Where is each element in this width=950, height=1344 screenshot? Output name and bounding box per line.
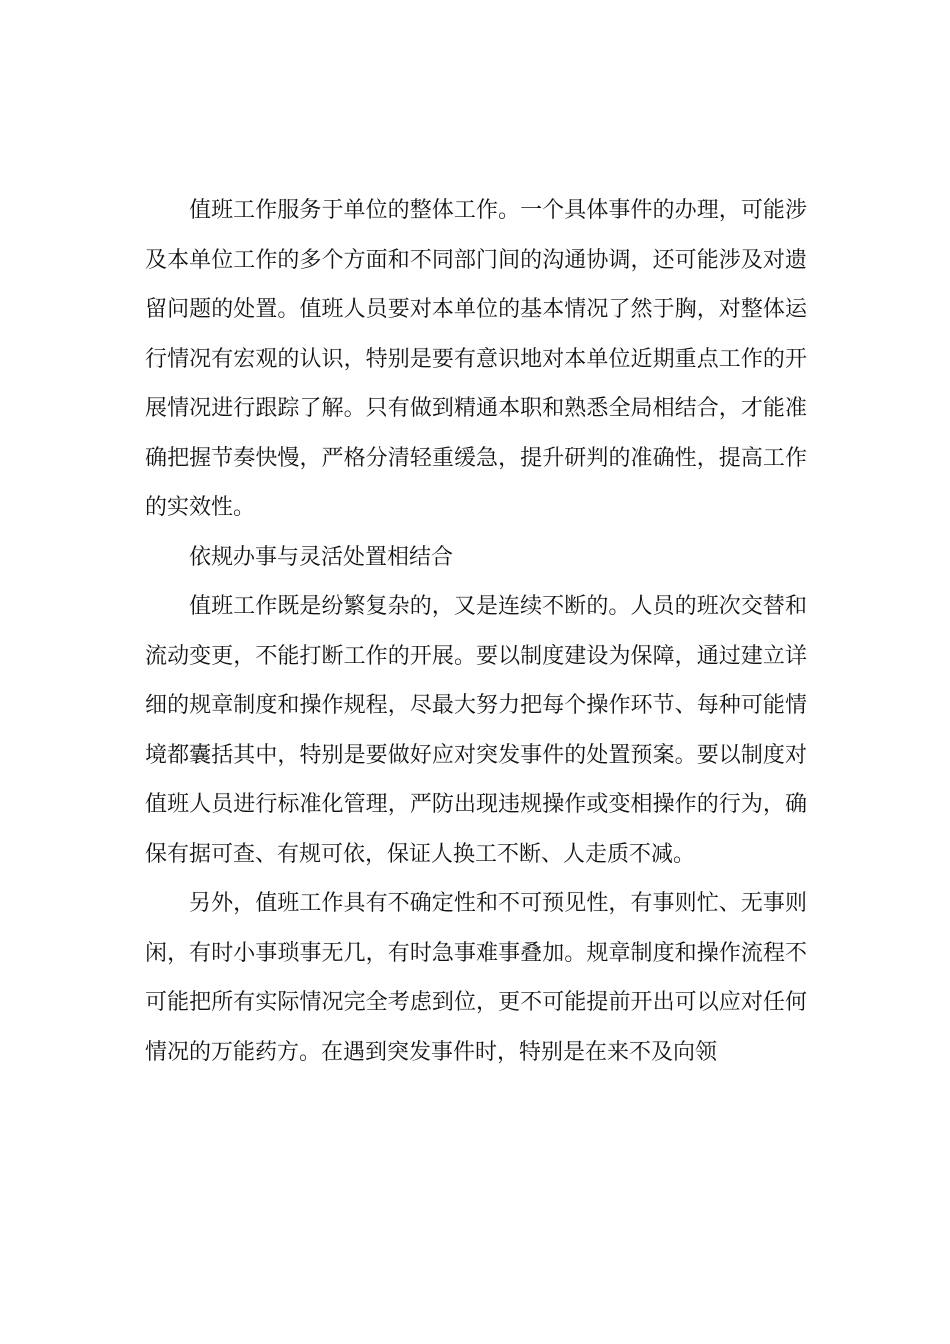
paragraph-uncertainty: 另外，值班工作具有不确定性和不可预见性，有事则忙、无事则闲，有时小事琐事无几，有时急事难事叠加。规章制度和操作流程不可能把所有实际情况完全考虑到位，更不可能提前开出可以应对任何情况的万能药方。在遇到突发事件时，特别是在来不及向领 <box>145 891 807 1065</box>
section-heading: 依规办事与灵活处置相结合 <box>189 544 454 570</box>
paragraph-duty-overall: 值班工作服务于单位的整体工作。一个具体事件的办理，可能涉及本单位工作的多个方面和不同部门间的沟通协调，还可能涉及对遗留问题的处置。值班人员要对本单位的基本情况了然于胸，对整体运行情况有宏观的认识，特别是要有意识地对本单位近期重点工作的开展情况进行跟踪了解。只有做到精通本职和熟悉全局相结合，才能准确把握节奏快慢，严格分清轻重缓急，提升研判的准确性，提高工作的实效性。 <box>145 198 807 520</box>
document-body <box>145 186 807 1077</box>
paragraph-rules: 值班工作既是纷繁复杂的，又是连续不断的。人员的班次交替和流动变更，不能打断工作的开展。要以制度建设为保障，通过建立详细的规章制度和操作规程，尽最大努力把每个操作环节、每种可能情境都囊括其中，特别是要做好应对突发事件的处置预案。要以制度对值班人员进行标准化管理，严防出现违规操作或变相操作的行为，确保有据可查、有规可依，保证人换工不断、人走质不减。 <box>145 594 807 867</box>
